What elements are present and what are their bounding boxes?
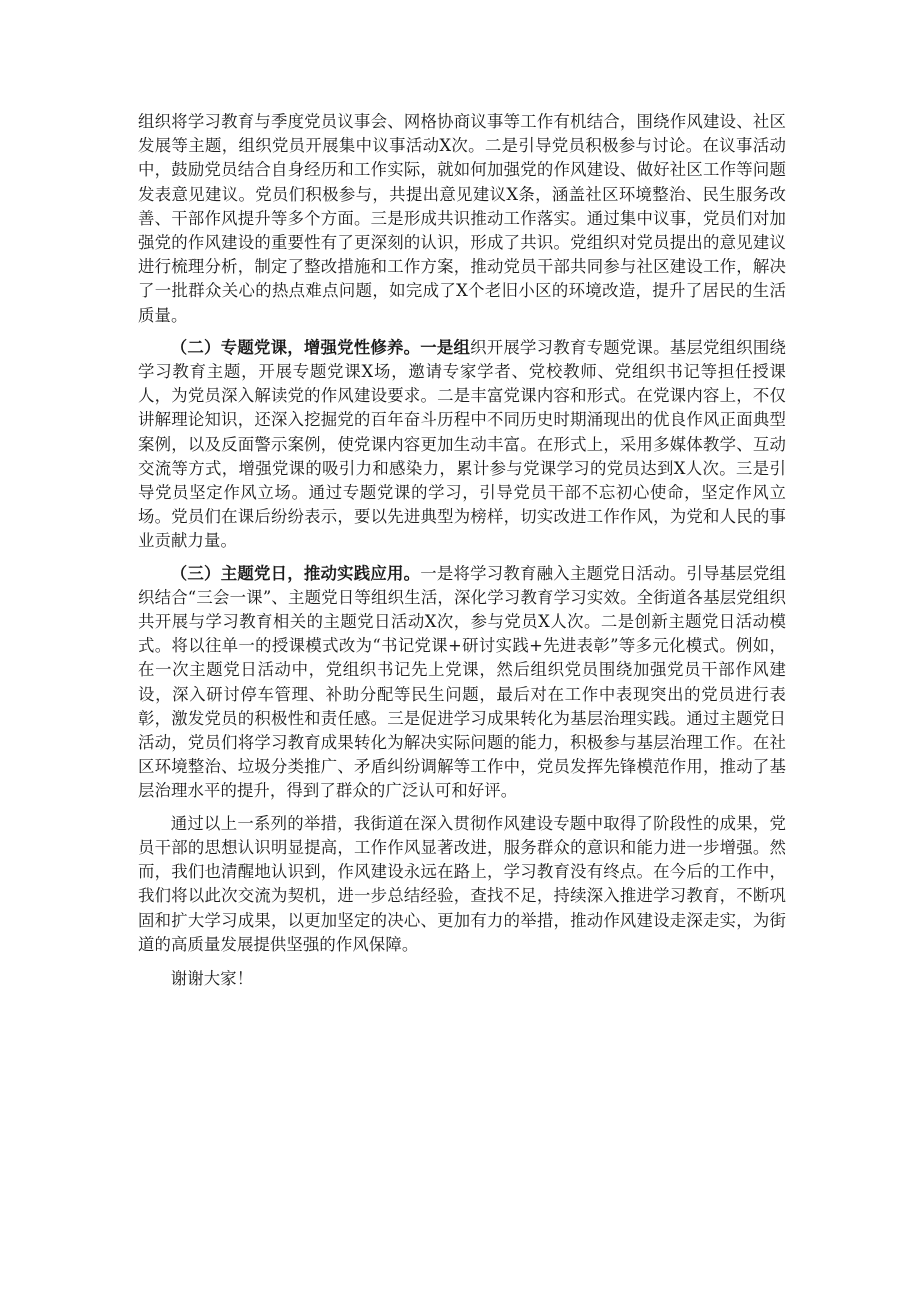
closing-remark-text: 谢谢大家！ [170, 968, 254, 988]
paragraph-4 [138, 812, 786, 957]
paragraph-2-heading: （二）专题党课，增强党性修养。一是组 [170, 337, 471, 357]
paragraph-1 [138, 110, 786, 328]
paragraph-3-heading: （三）主题党日，推动实践应用。 [170, 563, 421, 583]
paragraph-1-text: 组织将学习教育与季度党员议事会、网格协商议事等工作有机结合，围绕作风建设、社区发展等主题，组织党员开展集中议事活动X次。二是引导党员积极参与讨论。在议事活动中，鼓励党员结合自身经历和工作实际，就如何加强党的作风建设、做好社区工作等问题发表意见建议。党员们积极参与，共提出意见建议X条，涵盖社区环境整治、民生服务改善、干部作风提升等多个方面。三是形成共识推动工作落实。通过集中议事，党员们对加强党的作风建设的重要性有了更深刻的认识，形成了共识。党组织对党员提出的意见建议进行梳理分析，制定了整改措施和工作方案，推动党员干部共同参与社区建设工作，解决了一批群众关心的热点难点问题，如完成了X个老旧小区的环境改造，提升了居民的生活质量。 [138, 112, 786, 325]
paragraph-4-text: 通过以上一系列的举措，我街道在深入贯彻作风建设专题中取得了阶段性的成果，党员干部的思想认识明显提高，工作作风显著改进，服务群众的意识和能力进一步增强。然而，我们也清醒地认识到，作风建设永远在路上，学习教育没有终点。在今后的工作中，我们将以此次交流为契机，进一步总结经验，查找不足，持续深入推进学习教育，不断巩固和扩大学习成果，以更加坚定的决心、更加有力的举措，推动作风建设走深走实，为街道的高质量发展提供坚强的作风保障。 [138, 813, 786, 954]
document-body [138, 110, 786, 999]
paragraph-3-text: 一是将学习教育融入主题党日活动。引导基层党组织结合“三会一课”、主题党日等组织生活，深化学习教育学习实效。全街道各基层党组织共开展与学习教育相关的主题党日活动X次，参与党员X人次。二是创新主题党日活动模式。将以往单一的授课模式改为“书记党课+研讨实践+先进表彰”等多元化模式。例如，在一次主题党日活动中，党组织书记先上党课，然后组织党员围绕加强党员干部作风建设，深入研讨停车管理、补助分配等民生问题，最后对在工作中表现突出的党员进行表彰，激发党员的积极性和责任感。三是促进学习成果转化为基层治理实践。通过主题党日活动，党员们将学习教育成果转化为解决实际问题的能力，积极参与基层治理工作。在社区环境整治、垃圾分类推广、矛盾纠纷调解等工作中，党员发挥先锋模范作用，推动了基层治理水平的提升，得到了群众的广泛认可和好评。 [138, 563, 787, 801]
closing-remark [138, 967, 786, 991]
paragraph-2-text: 织开展学习教育专题党课。基层党组织围绕学习教育主题，开展专题党课X场，邀请专家学者、党校教师、党组织书记等担任授课人，为党员深入解读党的作风建设要求。二是丰富党课内容和形式。在党课内容上，不仅讲解理论知识，还深入挖掘党的百年奋斗历程中不同历史时期涌现出的优良作风正面典型案例，以及反面警示案例，使党课内容更加生动丰富。在形式上，采用多媒体教学、互动交流等方式，增强党课的吸引力和感染力，累计参与党课学习的党员达到X人次。三是引导党员坚定作风立场。通过专题党课的学习，引导党员干部不忘初心使命，坚定作风立场。党员们在课后纷纷表示，要以先进典型为榜样，切实改进工作作风，为党和人民的事业贡献力量。 [138, 337, 786, 551]
paragraph-2 [138, 336, 786, 554]
paragraph-3 [138, 562, 786, 804]
